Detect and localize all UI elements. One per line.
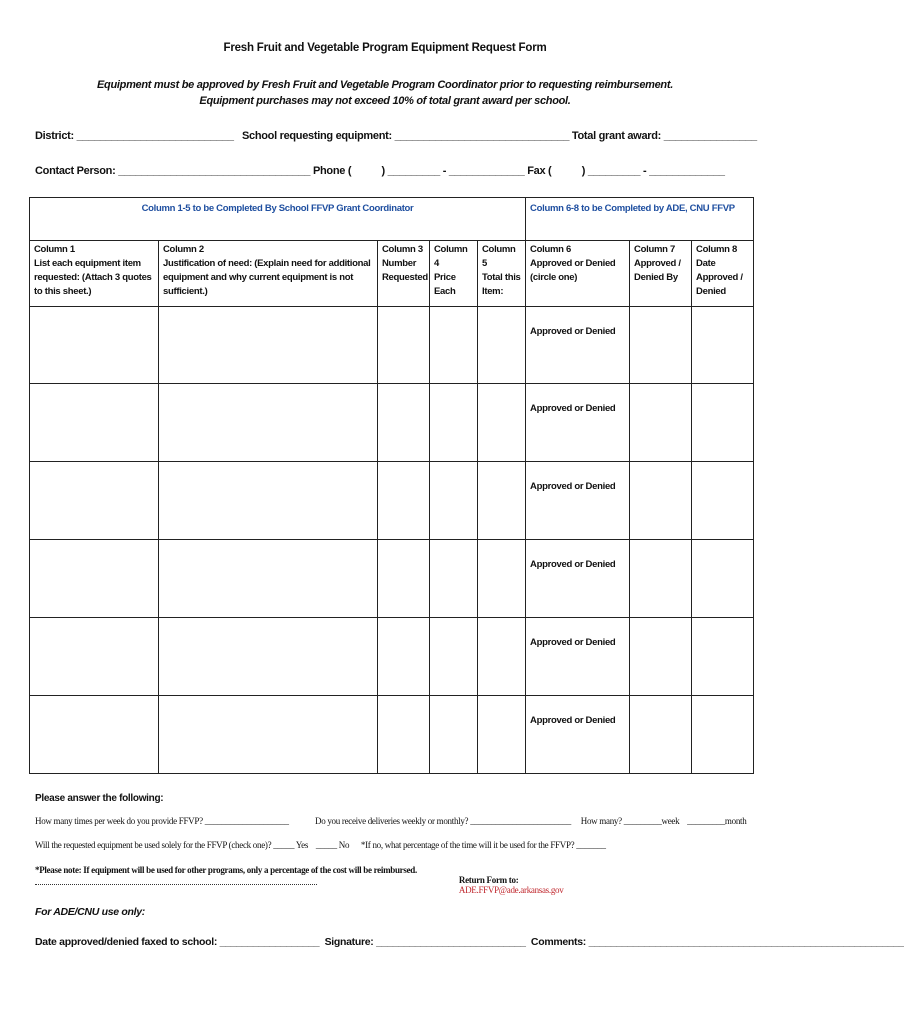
column-8-header: Column 8 Date Approved / Denied [692, 241, 754, 307]
approved-by-cell[interactable] [630, 540, 692, 618]
price-cell[interactable] [430, 696, 478, 774]
total-cell[interactable] [478, 696, 526, 774]
price-cell[interactable] [430, 618, 478, 696]
table-row [30, 307, 754, 384]
return-form-line [455, 865, 563, 895]
ade-section-header: Column 6-8 to be Completed by ADE, CNU FFVP [526, 198, 754, 241]
approved-by-cell[interactable] [630, 307, 692, 384]
date-cell[interactable] [692, 307, 754, 384]
approval-status[interactable]: Approved or Denied [526, 618, 630, 696]
justification-cell[interactable] [159, 696, 378, 774]
approved-by-cell[interactable] [630, 696, 692, 774]
price-cell[interactable] [430, 384, 478, 462]
limit-note: Equipment purchases may not exceed 10% of total grant award per school. [199, 95, 571, 107]
justification-cell[interactable] [159, 618, 378, 696]
item-cell[interactable] [30, 307, 159, 384]
table-row [30, 696, 754, 774]
number-cell[interactable] [378, 696, 430, 774]
question-times-per-week[interactable]: How many times per week do you provide FFVP? ____________________ [35, 816, 289, 826]
total-cell[interactable] [478, 462, 526, 540]
justification-cell[interactable] [159, 540, 378, 618]
equipment-table [29, 197, 754, 774]
divider [35, 884, 317, 885]
contact-phone-fax-row[interactable]: Contact Person: _________________________________ Phone ( ) _________ - _____________ Fax ( ) _________ - _____________ [35, 165, 725, 177]
column-4-header: Column 4 Price Each [430, 241, 478, 307]
number-cell[interactable] [378, 384, 430, 462]
table-row [30, 618, 754, 696]
price-cell[interactable] [430, 307, 478, 384]
column-1-header: Column 1 List each equipment item requested: (Attach 3 quotes to this sheet.) [30, 241, 159, 307]
date-cell[interactable] [692, 696, 754, 774]
district-school-grant-row[interactable]: District: ___________________________ School requesting equipment: ______________________________ Total grant award: ________________ [35, 130, 757, 142]
approval-status[interactable]: Approved or Denied [526, 384, 630, 462]
approval-status[interactable]: Approved or Denied [526, 307, 630, 384]
please-note: *Please note: If equipment will be used for other programs, only a percentage of the cost will be reimbursed. [35, 865, 417, 875]
ade-approval-row[interactable]: Date approved/denied faxed to school: __________________ Signature: ___________________________ Comments: _________________________________________________________ [35, 936, 904, 948]
question-equipment-use[interactable]: Will the requested equipment be used solely for the FFVP (check one)? _____ Yes _____ No *If no, what percentage of the time will it be used for the FFVP? _______ [35, 840, 606, 850]
column-7-header: Column 7 Approved / Denied By [630, 241, 692, 307]
price-cell[interactable] [430, 462, 478, 540]
total-cell[interactable] [478, 384, 526, 462]
table-row [30, 462, 754, 540]
item-cell[interactable] [30, 696, 159, 774]
table-row [30, 384, 754, 462]
total-cell[interactable] [478, 307, 526, 384]
date-cell[interactable] [692, 384, 754, 462]
question-deliveries[interactable]: Do you receive deliveries weekly or monthly? ________________________ How many? _________week _________month [315, 816, 747, 826]
approval-status[interactable]: Approved or Denied [526, 462, 630, 540]
date-cell[interactable] [692, 618, 754, 696]
total-cell[interactable] [478, 618, 526, 696]
item-cell[interactable] [30, 618, 159, 696]
approved-by-cell[interactable] [630, 618, 692, 696]
table-row [30, 540, 754, 618]
form-title: Fresh Fruit and Vegetable Program Equipment Request Form [223, 42, 547, 54]
return-email-link[interactable]: ADE.FFVP@ade.arkansas.gov [458, 885, 564, 895]
return-label: Return Form to: [458, 875, 519, 885]
justification-cell[interactable] [159, 307, 378, 384]
column-3-header: Column 3 Number Requested [378, 241, 430, 307]
approval-note: Equipment must be approved by Fresh Fruit and Vegetable Program Coordinator prior to requesting reimbursement. [97, 79, 673, 91]
justification-cell[interactable] [159, 384, 378, 462]
item-cell[interactable] [30, 384, 159, 462]
approval-status[interactable]: Approved or Denied [526, 696, 630, 774]
approval-status[interactable]: Approved or Denied [526, 540, 630, 618]
ade-use-heading: For ADE/CNU use only: [35, 906, 145, 918]
number-cell[interactable] [378, 307, 430, 384]
number-cell[interactable] [378, 618, 430, 696]
approved-by-cell[interactable] [630, 384, 692, 462]
number-cell[interactable] [378, 540, 430, 618]
approved-by-cell[interactable] [630, 462, 692, 540]
school-section-header: Column 1-5 to be Completed By School FFVP Grant Coordinator [30, 198, 526, 241]
date-cell[interactable] [692, 462, 754, 540]
item-cell[interactable] [30, 462, 159, 540]
questions-heading: Please answer the following: [35, 793, 164, 804]
justification-cell[interactable] [159, 462, 378, 540]
column-6-header: Column 6 Approved or Denied (circle one) [526, 241, 630, 307]
column-2-header: Column 2 Justification of need: (Explain need for additional equipment and why current equipment is not sufficient.) [159, 241, 378, 307]
price-cell[interactable] [430, 540, 478, 618]
item-cell[interactable] [30, 540, 159, 618]
number-cell[interactable] [378, 462, 430, 540]
column-5-header: Column 5 Total this Item: [478, 241, 526, 307]
date-cell[interactable] [692, 540, 754, 618]
total-cell[interactable] [478, 540, 526, 618]
